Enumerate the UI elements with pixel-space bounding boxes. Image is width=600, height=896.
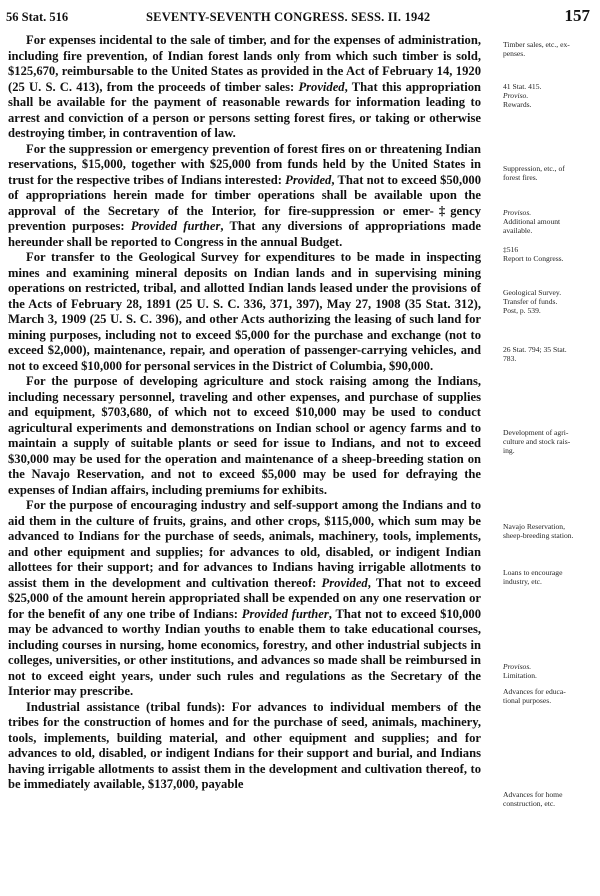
margin-note-line: 783. (503, 354, 517, 363)
paragraph (8, 498, 481, 700)
margin-note-line: Timber sales, etc., ex- (503, 40, 570, 49)
margin-note (503, 662, 595, 680)
margin-note-line: Advances for home (503, 790, 563, 799)
margin-note-line: culture and stock rais- (503, 437, 571, 446)
paragraph-text: , That not to exceed $50,000 of appropriations herein made for timber operations shall be available upon the approval of the Secretary of the Interior, for fire-suppression or emer-‡gency prevention purposes: (8, 172, 481, 233)
paragraph-text: For transfer to the Geological Survey for expenditures to be made in inspecting mines and examining mineral deposits on Indian lands and in supervising mining operations on restricted, tribal, and allotted Indian lands leased under the provisions of the Acts of February 28, 1891 (25 U. S. C. 336, 371, 397), May 27, 1908 (35 Stat. 312), March 3, 1909 (25 U. S. C. 396), and other Acts authorizing the leasing of such land for mining purposes, including not to exceed $5,000 for the purchase and exchange (not to exceed $2,000), maintenance, repair, and operation of passenger-carrying vehicles, and not to exceed $10,000 for personal services in the District of Columbia, $90,000. (8, 250, 481, 373)
margin-note-line: tional purposes. (503, 696, 552, 705)
stat-reference: 56 Stat. 516 (6, 10, 69, 24)
margin-note-line: forest fires. (503, 173, 538, 182)
margin-note-line: 41 Stat. 415. (503, 82, 542, 91)
paragraph-text: For expenses incidental to the sale of timber, and for the expenses of administration, including fire prevention, of Indian forest lands only from which such timber is sold, $125,670, reimbursable to the United States as provided in the Act of February 14, 1920 (25 U. S. C. 413), from the proceeds of timber sales: (8, 33, 481, 94)
paragraph (8, 33, 481, 142)
paragraph (8, 250, 481, 374)
proviso-text: Provided further (241, 606, 329, 621)
margin-note-line: 26 Stat. 794; 35 Stat. (503, 345, 567, 354)
page-number: 157 (564, 6, 590, 25)
paragraph (8, 142, 481, 251)
main-text (8, 33, 481, 793)
margin-note-line: Provisos. (503, 208, 532, 217)
paragraph-text: , That not to exceed $10,000 may be advanced to worthy Indian youths to enable them to take educational courses, including courses in nursing, home economics, forestry, and other industrial subjects in colleges, universities, or other institutions, and advances so made shall be reimbursed in not to exceed eight years, under such rules and regulations as the Secretary of the Interior may prescribe. (8, 606, 481, 698)
margin-note-line: ing. (503, 446, 515, 455)
paragraph-text: Industrial assistance (tribal funds): For advances to individual members of the tribes for the construction of homes and for the purchase of seed, animals, machinery, tools, implements, building material, and other equipment and supplies; and for advances to old, disabled, or indigent Indians for their support and burial, and Indians having irrigable allotments to assist them in the development and cultivation thereof, to be immediately available, $137,000, payable (8, 699, 481, 791)
margin-note-line: Navajo Reservation, (503, 522, 565, 531)
margin-note (503, 245, 595, 263)
margin-note (503, 568, 595, 586)
page-header (6, 8, 596, 26)
paragraph-text: For the suppression or emergency prevention of forest fires on or threatening Indian reservations, $15,000, together with $25,000 from funds held by the United States in trust for the respective tribes of Indians interested: (8, 141, 481, 187)
paragraph (8, 374, 481, 498)
margin-note (503, 208, 595, 235)
margin-note-line: Loans to encourage (503, 568, 563, 577)
margin-note-line: Advances for educa- (503, 687, 566, 696)
margin-note (503, 288, 595, 315)
margin-note (503, 164, 595, 182)
margin-note-line: penses. (503, 49, 526, 58)
margin-note-line: Suppression, etc., of (503, 164, 565, 173)
margin-note-line: Post, p. 539. (503, 306, 541, 315)
margin-note (503, 82, 595, 109)
margin-note (503, 790, 595, 808)
margin-note-line: Additional amount (503, 217, 561, 226)
proviso-text: Provided further (130, 219, 221, 233)
paragraph-text: For the purpose of encouraging industry and self-support among the Indians and to aid them in the culture of fruits, grains, and other crops, $115,000, which sum may be advanced to Indians for the purchase of seeds, animals, machinery, tools, implements, and other equipment and supplies; for advances to old, disabled, or indigent Indian allottees for their support; and for advances to Indians having irrigable allotments to assist them in the development and cultivation thereof: (8, 498, 481, 590)
paragraph-text: For the purpose of developing agriculture and stock raising among the Indians, including necessary personnel, traveling and other expenses, and purchase of supplies and equipment, $703,680, of which not to exceed $10,000 may be used to conduct agricultural experiments and demonstrations on Indian school or agency farms and to maintain a supply of suitable plants or seed for issue to Indians, and not to exceed $30,000 may be used for the operation and maintenance of a sheep-breeding station on the Navajo Reservation, and not to exceed $5,000 may be used for defraying the expenses of Indian affairs, including premiums for exhibits. (8, 374, 481, 497)
margin-note-line: construction, etc. (503, 799, 556, 808)
margin-note-line: available. (503, 226, 533, 235)
margin-note-line: Development of agri- (503, 428, 569, 437)
margin-note-line: industry, etc. (503, 577, 542, 586)
margin-note-line: Rewards. (503, 100, 532, 109)
paragraph-text: , That any diversions of appropriations made hereunder shall be reported to Congress in the annual Budget. (8, 219, 481, 249)
margin-note-line: sheep-breeding station. (503, 531, 574, 540)
margin-note (503, 687, 595, 705)
paragraph-text: , That not to exceed $25,000 of the amount herein appropriated shall be expended on any one reservation or for the benefit of any one tribe of Indians: (8, 575, 481, 621)
running-title: SEVENTY-SEVENTH CONGRESS. SESS. II. 1942 (146, 10, 431, 24)
margin-note (503, 428, 595, 455)
margin-note-line: Report to Congress. (503, 254, 564, 263)
margin-note (503, 345, 595, 363)
margin-note-line: Provisos. (503, 662, 532, 671)
margin-note-line: Limitation. (503, 671, 537, 680)
margin-note (503, 40, 595, 58)
margin-note-line: ‡516 (503, 245, 519, 254)
margin-note-line: Geological Survey. (503, 288, 562, 297)
margin-note-line: Transfer of funds. (503, 297, 558, 306)
paragraph-text: , That this appropriation shall be available for the payment of reasonable rewards for information leading to arrest and conviction of a person or persons setting forest fires, or taking or otherwise destroying timber, in contravention of law. (8, 79, 481, 140)
margin-note (503, 522, 595, 540)
proviso-text: Provided (298, 79, 345, 94)
proviso-text: Provided (285, 172, 332, 187)
proviso-text: Provided (321, 575, 368, 590)
margin-note-line: Proviso. (503, 91, 529, 100)
paragraph (8, 700, 481, 793)
